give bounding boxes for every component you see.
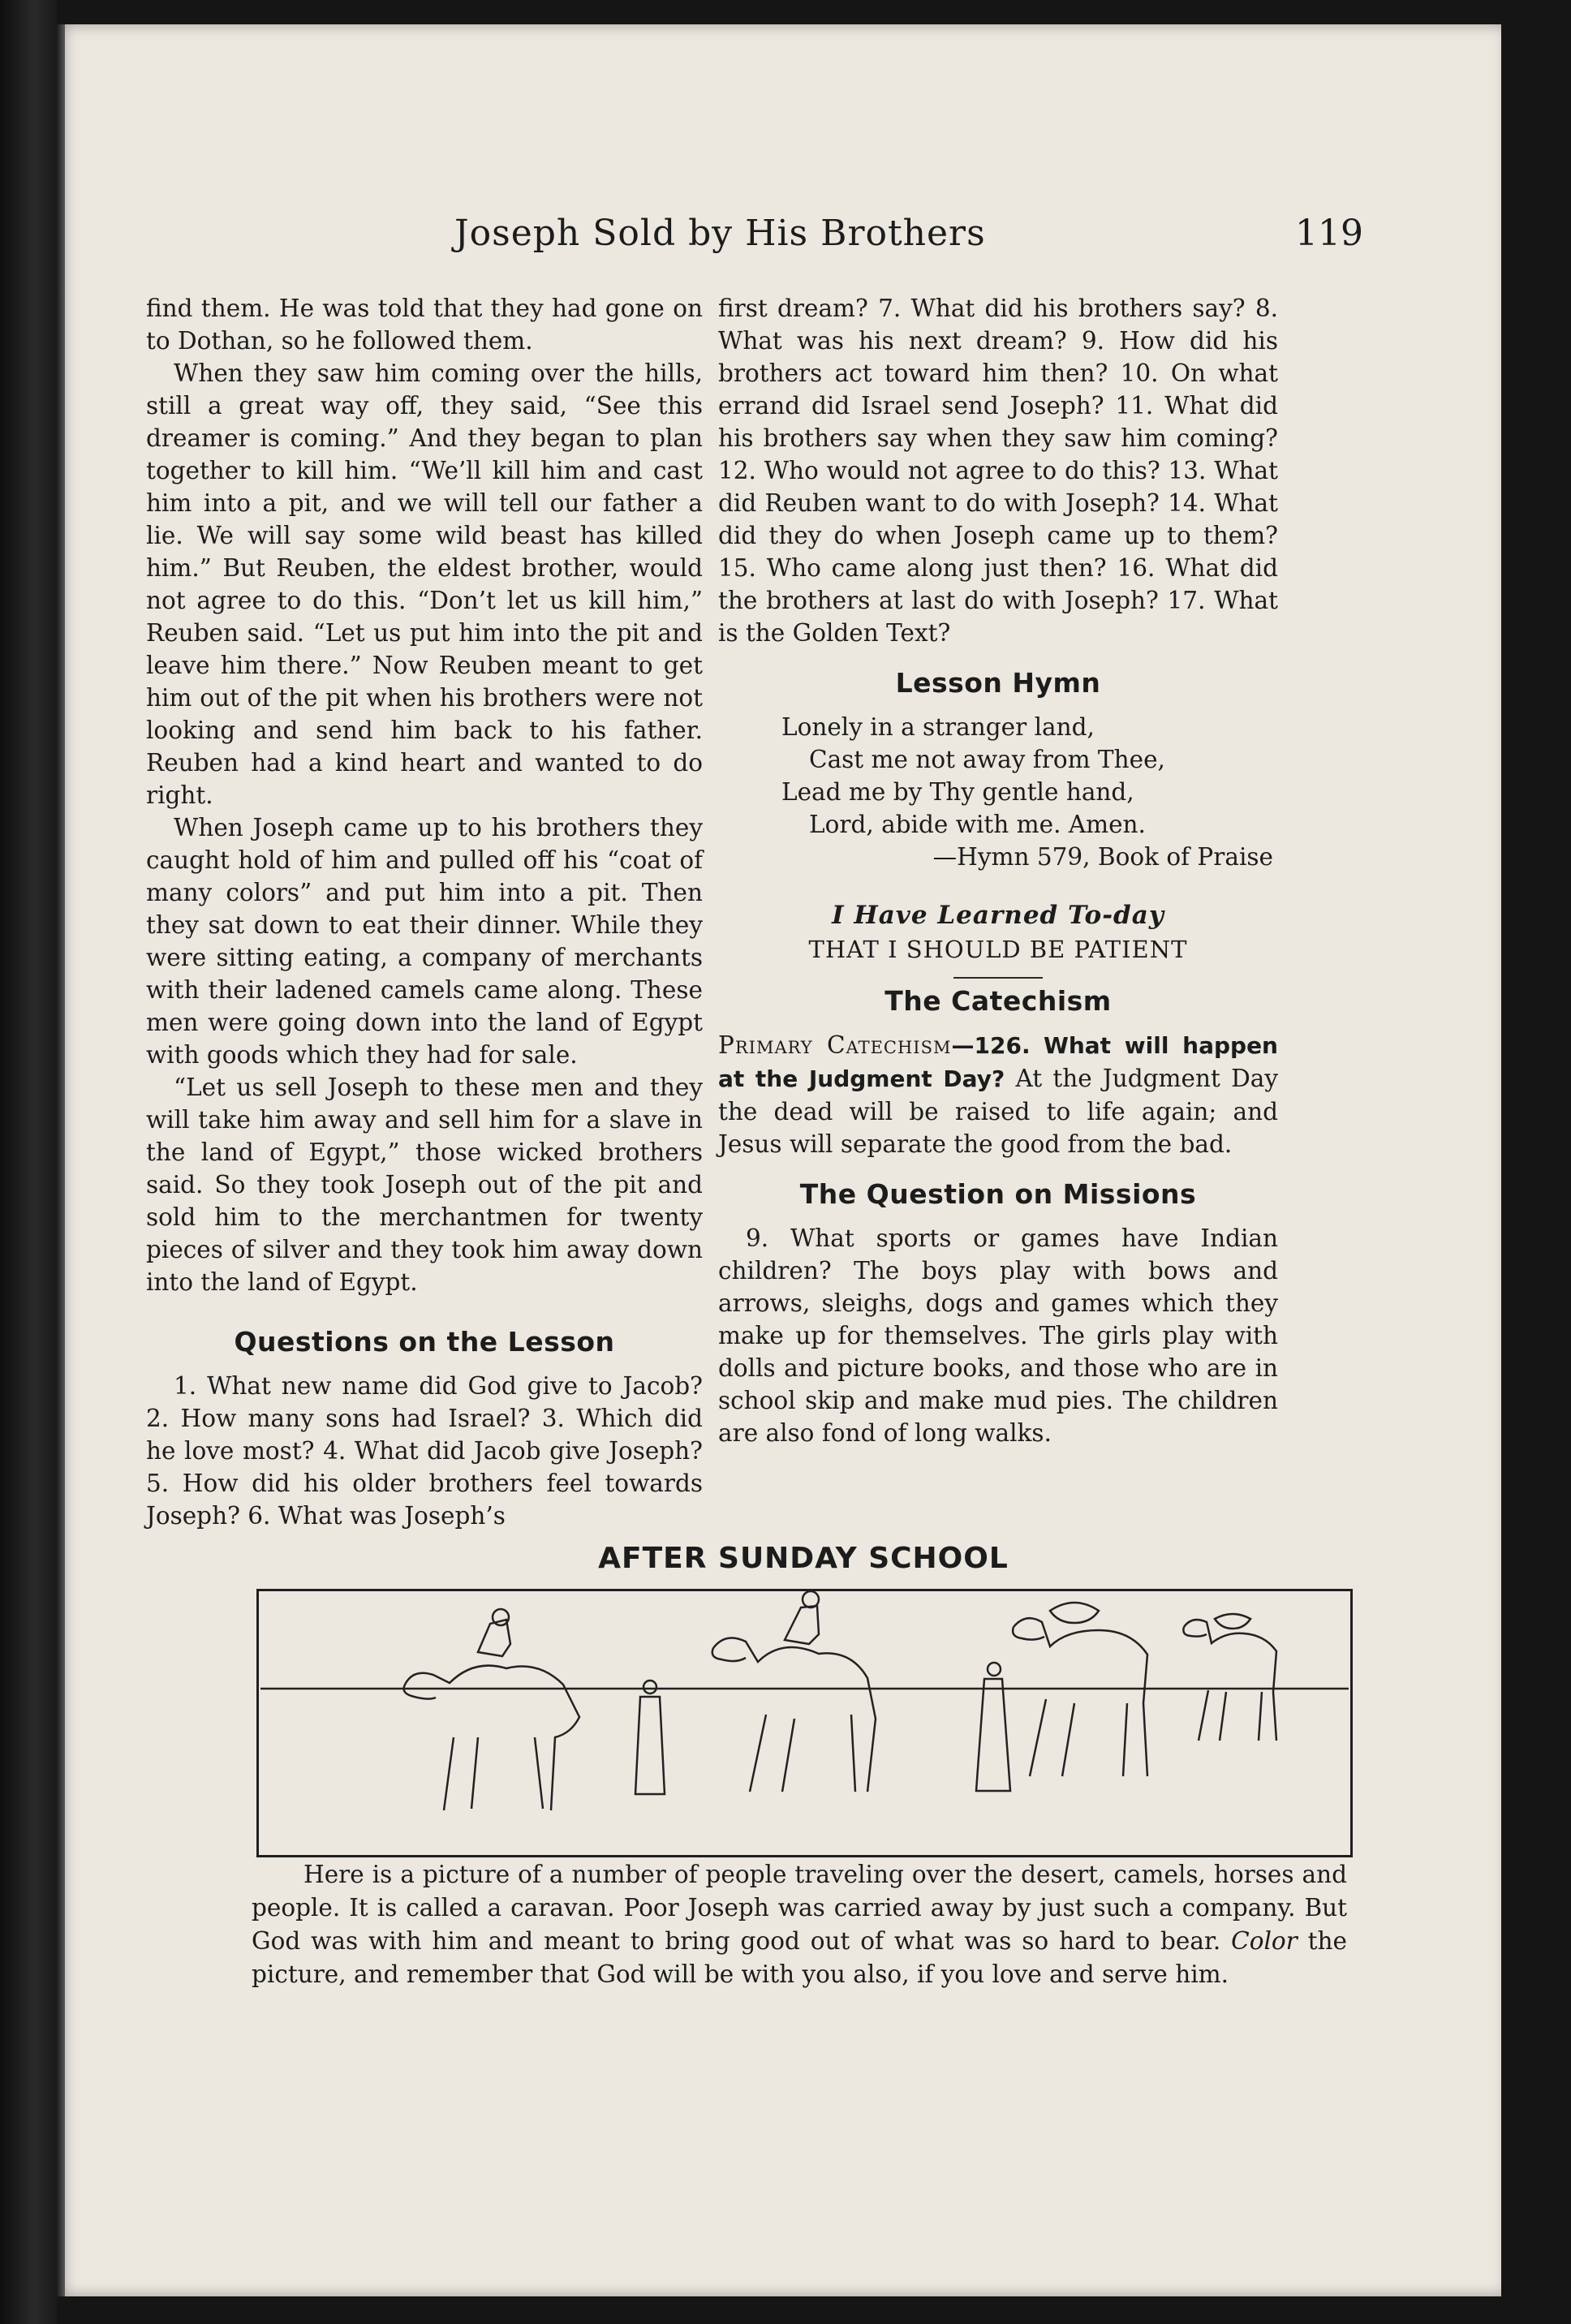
catechism-heading: The Catechism <box>884 985 1112 1017</box>
running-title: Joseph Sold by His Brothers <box>454 213 986 254</box>
story-paragraph-2: When they saw him coming over the hills, still a great way off, they said, “See this dreamer is coming.” And they began to plan together to kill him. “We’ll kill him and cast him into a pit, and we will tell our father a lie. We will say some wild beast has killed him.” But Reuben, the eldest brother, would not agree to do this. “Don’t let us kill him,” Reuben said. “Let us put him into the pit and leave him there.” Now Reuben meant to get him out of the pit when his brothers were not looking and send him back to his father. Reuben had a kind heart and wanted to do right. <box>146 359 703 809</box>
catechism-label: Primary Catechism <box>718 1031 952 1059</box>
learned-today-text: THAT I SHOULD BE PATIENT <box>808 936 1188 963</box>
catechism-answer: At the Judgment Day the dead will be raised to life again; and Jesus will separate the good from the bad. <box>718 1065 1278 1158</box>
story-paragraph-3: When Joseph came up to his brothers they caught hold of him and pulled off his “coat of many colors” and put him into a pit. Then they sat down to eat their dinner. While they were sitting eating, a company of merchants with their ladened camels came along. These men were going down into the land of Egypt with goods which they had for sale. <box>146 814 703 1069</box>
book-gutter <box>0 0 57 2324</box>
hymn-line-3: Lead me by Thy gentle hand, <box>781 778 1134 806</box>
camel-with-rider-2 <box>712 1591 876 1792</box>
page-number: 119 <box>1295 213 1363 254</box>
page-header <box>454 213 1363 269</box>
caravan-illustration <box>259 1591 1350 1855</box>
pack-camel-2 <box>1183 1614 1276 1741</box>
story-paragraph-1: find them. He was told that they had gone on to Dothan, so he followed them. <box>146 295 703 355</box>
divider <box>953 977 1043 979</box>
catechism-paragraph <box>718 1029 1278 1160</box>
story-paragraph-4: “Let us sell Joseph to these men and they will take him away and sell him for a slave in the land of Egypt,” those wicked brothers said. So they took Joseph out of the pit and sold him to the merchantmen for twenty pieces of silver and they took him away down into the land of Egypt. <box>146 1074 703 1296</box>
left-column <box>146 292 703 1532</box>
walking-figure-1 <box>635 1681 665 1794</box>
hymn-source: —Hymn 579, Book of Praise <box>932 843 1273 871</box>
missions-text: 9. What sports or games have Indian children? The boys play with bows and arrows, sleighs, dogs and games which they make up for themselves. The girls play with dolls and picture books, and those who are in school skip and make mud pies. The children are also fond of long walks. <box>718 1224 1278 1447</box>
missions-heading: The Question on Missions <box>799 1178 1197 1210</box>
hymn-line-1: Lonely in a stranger land, <box>781 713 1095 741</box>
questions-text: 1. What new name did God give to Jacob? 2. How many sons had Israel? 3. Which did he love most? 4. What did Jacob give Joseph? 5. How did his older brothers feel towards Joseph? 6. What was Joseph’s <box>146 1372 703 1530</box>
after-sunday-school-title: AFTER SUNDAY SCHOOL <box>598 1542 1009 1575</box>
walking-figure-2 <box>976 1663 1010 1791</box>
picture-caption <box>252 1858 1347 1991</box>
questions-continued: first dream? 7. What did his brothers say? 8. What was his next dream? 9. How did his brothers act toward him then? 10. On what errand did Israel send Joseph? 11. What did his brothers say when they saw him coming? 12. Who would not agree to do this? 13. What did Reuben want to do with Joseph? 14. What did they do when Joseph came up to them? 15. Who came along just then? 16. What did the brothers at last do with Joseph? 17. What is the Golden Text? <box>718 295 1278 647</box>
camel-with-rider-1 <box>404 1609 579 1810</box>
hymn-heading: Lesson Hymn <box>895 667 1101 699</box>
caption-paragraph <box>252 1858 1347 1991</box>
page-spine-edge <box>57 24 65 2296</box>
right-column <box>718 292 1278 1449</box>
hymn-line-4: Lord, abide with me. Amen. <box>809 811 1146 838</box>
caption-text: Here is a picture of a number of people traveling over the desert, camels, horses and people. It is called a caravan. Poor Joseph was carried away by just such a company. But God was with him and meant to bring good out of what was so hard to bear. <box>252 1861 1347 1955</box>
caption-italic-word: Color <box>1231 1927 1298 1955</box>
caravan-picture <box>256 1589 1353 1857</box>
questions-heading: Questions on the Lesson <box>234 1326 615 1358</box>
hymn-line-2: Cast me not away from Thee, <box>809 746 1165 773</box>
catechism-number: —126. <box>951 1032 1031 1059</box>
learned-today-heading: I Have Learned To-day <box>832 901 1164 930</box>
hymn-block <box>781 711 1278 873</box>
catechism-question: What will happen at the Judgment Day? <box>718 1032 1278 1092</box>
caption-end: the picture, and remember that God will be with you also, if you love and serve him. <box>252 1927 1347 1988</box>
